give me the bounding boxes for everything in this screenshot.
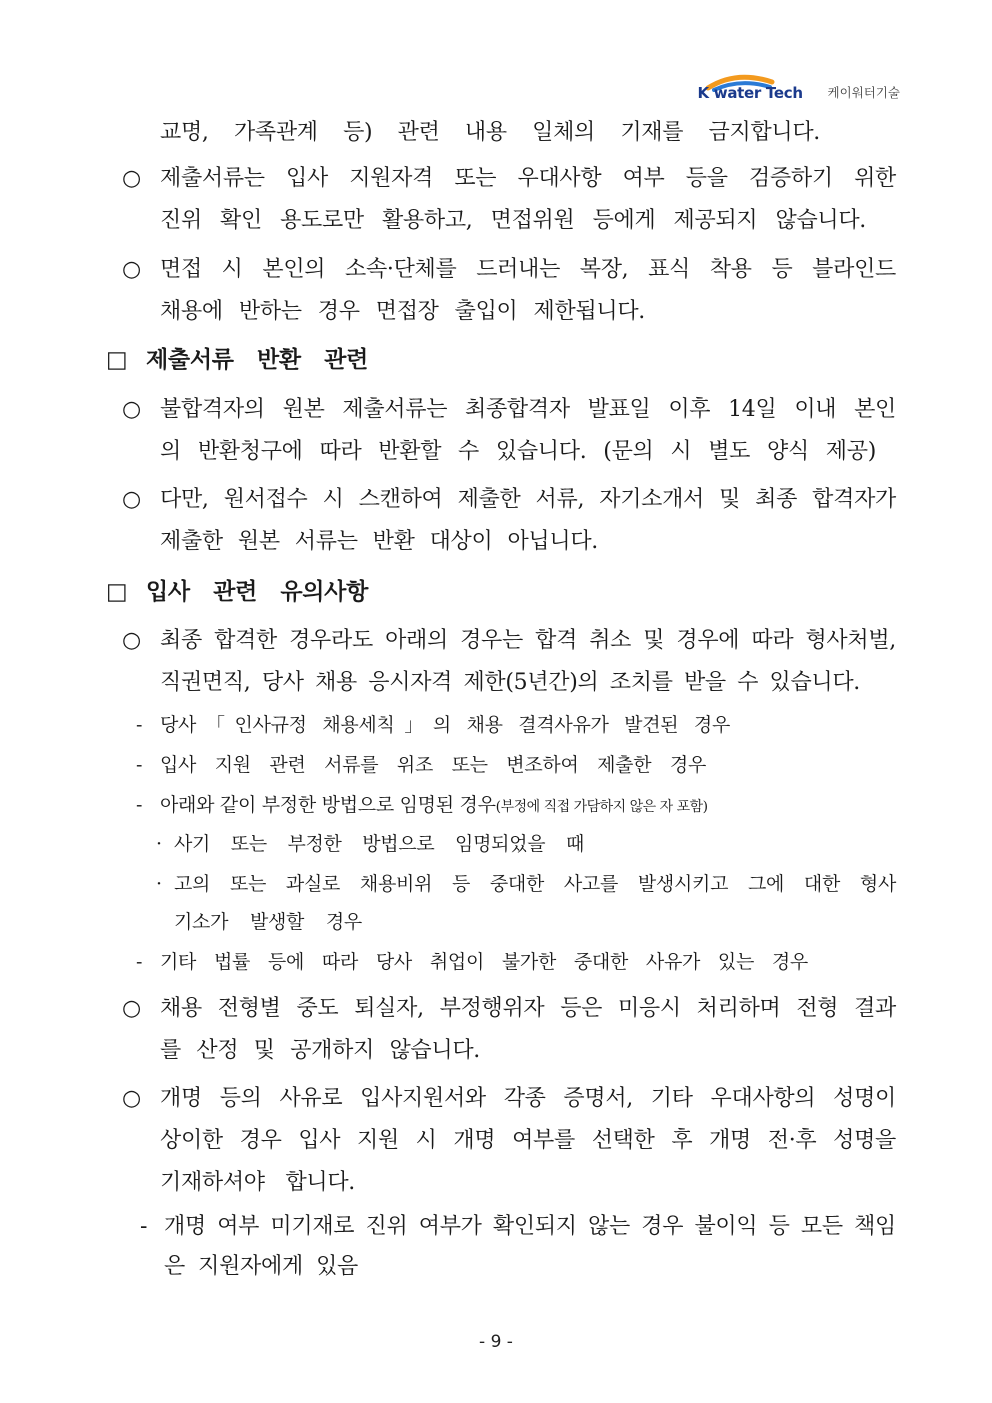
body-line — [160, 164, 896, 194]
section-heading — [146, 345, 368, 375]
line-text: 사기 또는 부정한 방법으로 임명되었을 때 — [174, 833, 584, 855]
body-line — [160, 626, 896, 656]
circle-bullet: ○ — [122, 996, 141, 1021]
line-text: 입사 지원 관련 서류를 위조 또는 변조하여 제출한 경우 — [160, 754, 706, 776]
line-text: 최종 합격한 경우라도 아래의 경우는 합격 취소 및 경우에 따라 형사처벌, — [160, 628, 896, 653]
body-line — [160, 711, 730, 739]
dot-bullet: · — [156, 833, 162, 855]
line-text: 채용 전형별 중도 퇴실자, 부정행위자 등은 미응시 처리하며 전형 결과 — [160, 996, 896, 1021]
dash-bullet: - — [136, 714, 143, 736]
body-line — [160, 255, 896, 285]
section-heading — [146, 577, 368, 607]
line-text: 기재하셔야 합니다. — [160, 1170, 355, 1195]
checkbox-square-icon: □ — [106, 346, 128, 373]
company-name: 케이워터기술 — [827, 85, 900, 100]
body-line — [174, 908, 362, 936]
body-line — [160, 948, 808, 976]
body-line — [160, 485, 896, 515]
body-line — [160, 668, 860, 698]
body-line — [174, 870, 896, 898]
line-text: 고의 또는 과실로 채용비위 등 중대한 사고를 발생시키고 그에 대한 형사 — [174, 873, 896, 895]
company-logo — [698, 72, 900, 102]
body-line — [160, 297, 645, 327]
circle-bullet: ○ — [122, 628, 141, 653]
line-text: 불합격자의 원본 제출서류는 최종합격자 발표일 이후 14일 이내 본인 — [160, 397, 896, 422]
dash-bullet: - — [136, 794, 143, 816]
line-text: 다만, 원서접수 시 스캔하여 제출한 서류, 자기소개서 및 최종 합격자가 — [160, 487, 896, 512]
logo-mark — [698, 72, 818, 102]
circle-bullet: ○ — [122, 1086, 141, 1111]
line-text: 진위 확인 용도로만 활용하고, 면접위원 등에게 제공되지 않습니다. — [160, 208, 866, 233]
body-line — [160, 751, 706, 779]
line-text: 은 지원자에게 있음 — [164, 1254, 358, 1279]
dot-bullet: · — [156, 873, 162, 895]
body-line — [160, 395, 896, 425]
line-text: 아래와 같이 부정한 방법으로 임명된 경우 — [160, 794, 496, 816]
parenthetical-note: (부정에 직접 가담하지 않은 자 포함) — [495, 799, 708, 815]
line-text: 채용에 반하는 경우 면접장 출입이 제한됩니다. — [160, 299, 645, 324]
logo-text: K water Tech — [697, 84, 803, 102]
dash-bullet: - — [136, 754, 143, 776]
line-text: 를 산정 및 공개하지 않습니다. — [160, 1038, 480, 1063]
line-text: 개명 여부 미기재로 진위 여부가 확인되지 않는 경우 불이익 등 모든 책임 — [164, 1214, 896, 1239]
body-line — [160, 118, 820, 148]
body-line — [160, 994, 896, 1024]
body-line — [160, 1036, 480, 1066]
line-text: 기소가 발생할 경우 — [174, 911, 362, 933]
line-text: 제출서류는 입사 지원자격 또는 우대사항 여부 등을 검증하기 위한 — [160, 166, 896, 191]
circle-bullet: ○ — [122, 257, 141, 282]
body-line — [160, 1084, 896, 1114]
dash-bullet: - — [136, 951, 143, 973]
checkbox-square-icon: □ — [106, 578, 128, 605]
body-line — [160, 791, 850, 821]
circle-bullet: ○ — [122, 487, 141, 512]
circle-bullet: ○ — [122, 166, 141, 191]
dash-bullet: - — [140, 1214, 148, 1239]
line-text: 직권면직, 당사 채용 응시자격 제한(5년간)의 조치를 받을 수 있습니다. — [160, 670, 860, 695]
body-line — [160, 527, 598, 557]
body-line — [160, 437, 876, 467]
circle-bullet: ○ — [122, 397, 141, 422]
body-line — [160, 1168, 355, 1198]
line-text: 상이한 경우 입사 지원 시 개명 여부를 선택한 후 개명 전·후 성명을 — [160, 1128, 896, 1153]
heading-text: 입사 관련 유의사항 — [146, 578, 368, 605]
body-line — [160, 1126, 896, 1156]
body-line — [160, 206, 866, 236]
line-text: 제출한 원본 서류는 반환 대상이 아닙니다. — [160, 529, 598, 554]
line-text: 면접 시 본인의 소속·단체를 드러내는 복장, 표식 착용 등 블라인드 — [160, 257, 896, 282]
line-text: 기타 법률 등에 따라 당사 취업이 불가한 중대한 사유가 있는 경우 — [160, 951, 808, 973]
heading-text: 제출서류 반환 관련 — [146, 346, 368, 373]
body-line — [164, 1252, 358, 1282]
body-line — [164, 1212, 896, 1242]
body-line — [174, 830, 584, 858]
line-text: 개명 등의 사유로 입사지원서와 각종 증명서, 기타 우대사항의 성명이 — [160, 1086, 896, 1111]
line-text: 의 반환청구에 따라 반환할 수 있습니다. (문의 시 별도 양식 제공) — [160, 439, 876, 464]
line-text: 교명, 가족관계 등) 관련 내용 일체의 기재를 금지합니다. — [160, 120, 820, 145]
line-text: 당사「인사규정 채용세칙」의 채용 결격사유가 발견된 경우 — [160, 714, 730, 736]
page-number: - 9 - — [479, 1332, 513, 1352]
